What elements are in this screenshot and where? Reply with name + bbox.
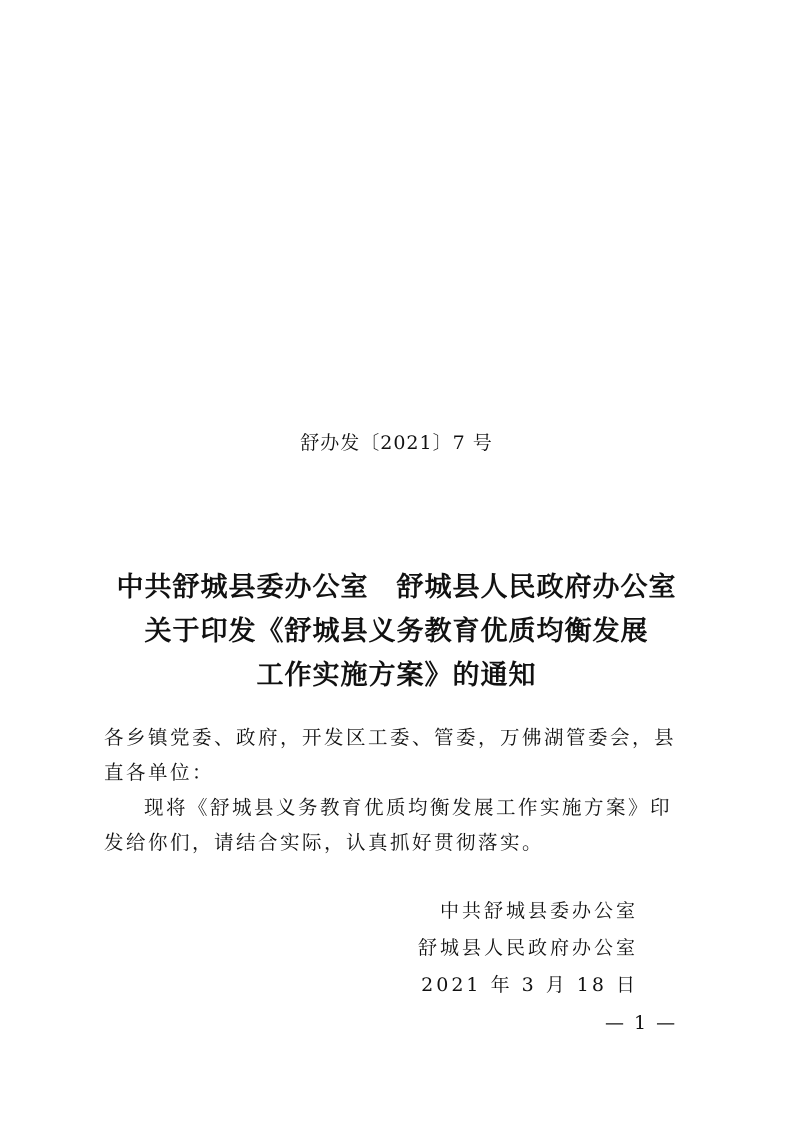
document-title xyxy=(0,566,793,698)
title-line-3: 工作实施方案》的通知 xyxy=(256,660,537,691)
title-line-2: 关于印发《舒城县义务教育优质均衡发展 xyxy=(144,616,649,647)
page-number: — 1 — xyxy=(605,1012,678,1034)
signature-org-1: 中共舒城县委办公室 xyxy=(439,900,638,922)
title-line-1: 中共舒城县委办公室 舒城县人民政府办公室 xyxy=(116,572,677,603)
paragraph-line-2: 发给你们，请结合实际，认真抓好贯彻落实。 xyxy=(104,831,545,854)
signature-block xyxy=(418,893,638,1004)
recipients-line-2: 直各单位： xyxy=(104,761,215,784)
paragraph-line-1: 现将《舒城县义务教育优质均衡发展工作实施方案》印 xyxy=(144,796,673,819)
document-number: 舒办发〔2021〕7 号 xyxy=(300,432,493,454)
recipients-line-1: 各乡镇党委、政府，开发区工委、管委，万佛湖管委会，县 xyxy=(104,726,677,749)
signature-date: 2021 年 3 月 18 日 xyxy=(421,974,638,996)
document-body xyxy=(104,720,694,860)
signature-org-2: 舒城县人民政府办公室 xyxy=(417,937,638,959)
